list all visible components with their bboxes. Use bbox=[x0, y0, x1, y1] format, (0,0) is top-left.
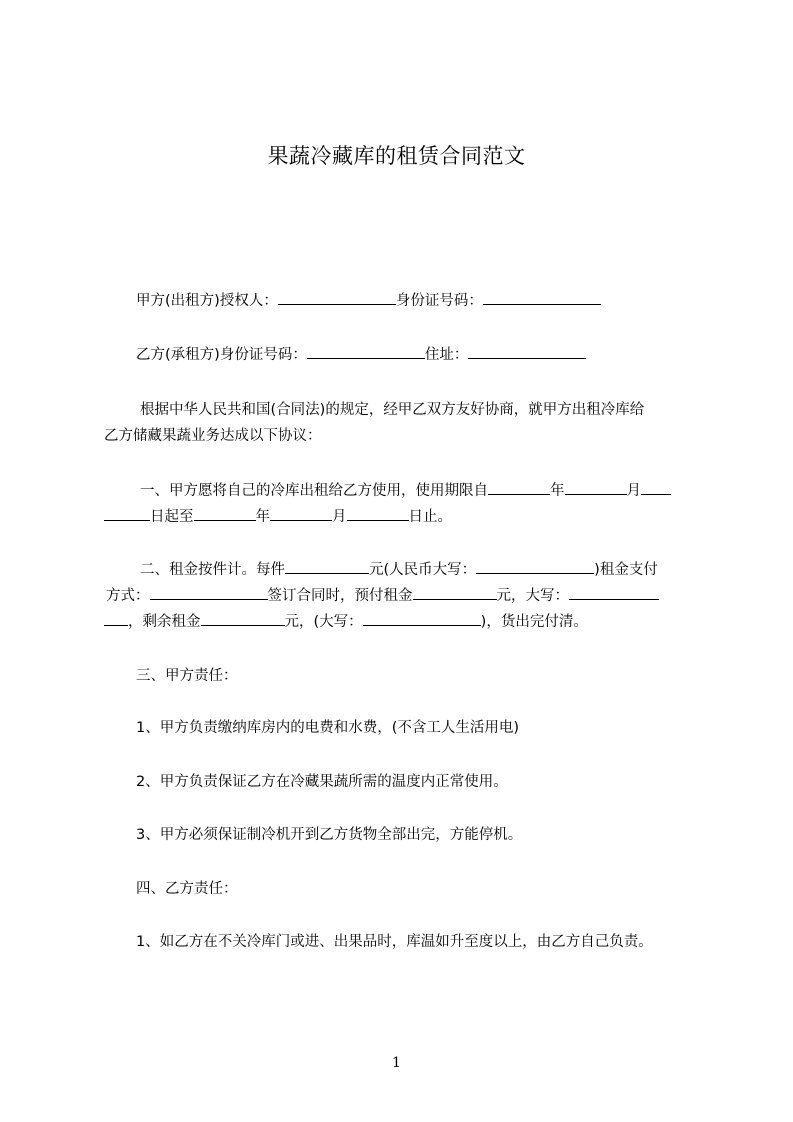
clause-2-line-2 bbox=[106, 585, 706, 606]
party-a-label: 甲方(出租方)授权人： bbox=[136, 293, 278, 309]
clause-2-line-1 bbox=[140, 559, 740, 580]
section-3-item-2: 2、甲方负责保证乙方在冷藏果蔬所需的温度内正常使用。 bbox=[136, 774, 508, 790]
prepay-amount-blank bbox=[413, 585, 497, 600]
section-3-item-3: 3、甲方必须保证制冷机开到乙方货物全部出完，方能停机。 bbox=[136, 827, 523, 843]
party-b-id-blank bbox=[307, 344, 425, 359]
payment-method-tail: )租金支付 bbox=[594, 562, 658, 578]
end-label: 日止。 bbox=[408, 509, 452, 525]
party-a-id-label: 身份证号码： bbox=[395, 293, 483, 309]
month-label: 月 bbox=[626, 483, 641, 499]
rmb-upper-blank bbox=[476, 559, 594, 574]
method-label: 方式： bbox=[106, 588, 150, 604]
start-label: 日起至 bbox=[150, 509, 194, 525]
remaining-label: ，剩余租金 bbox=[128, 614, 201, 630]
end-month-blank bbox=[270, 506, 332, 521]
section-4-heading: 四、乙方责任： bbox=[136, 881, 238, 897]
clause-1-line-1 bbox=[140, 480, 740, 501]
clause-2-line-3 bbox=[104, 611, 704, 632]
rmb-upper-label: (人民币大写： bbox=[383, 562, 477, 578]
clause-1-line-2 bbox=[104, 506, 704, 527]
remaining-amount-blank bbox=[201, 611, 285, 626]
party-b-address-label: 住址： bbox=[424, 347, 469, 363]
party-b-label: 乙方(承租方)身份证号码： bbox=[136, 347, 307, 363]
end-day-blank bbox=[347, 506, 409, 521]
page-number: 1 bbox=[392, 1055, 401, 1071]
year-label: 年 bbox=[550, 483, 565, 499]
party-a-name-blank bbox=[278, 290, 396, 305]
price-per-unit-blank bbox=[285, 559, 369, 574]
yuan-label: 元 bbox=[369, 562, 384, 578]
prepay-label: 签订合同时，预付租金 bbox=[267, 588, 413, 604]
party-a-line bbox=[136, 290, 736, 311]
method-blank bbox=[150, 585, 268, 600]
section-3-item-1: 1、甲方负责缴纳库房内的电费和水费，(不含工人生活用电) bbox=[136, 720, 520, 736]
party-a-id-blank bbox=[483, 290, 601, 305]
prepay-upper-blank-b bbox=[104, 611, 128, 626]
preamble-line-2: 乙方储藏果蔬业务达成以下协议： bbox=[104, 428, 322, 444]
preamble-line-1: 根据中华人民共和国(合同法)的规定，经甲乙双方友好协商，就甲方出租冷库给 bbox=[140, 402, 645, 418]
prepay-upper-label: 元，大写： bbox=[496, 588, 569, 604]
section-4-item-1: 1、如乙方在不关冷库门或进、出果品时，库温如升至度以上，由乙方自己负责。 bbox=[136, 934, 653, 950]
section-3-heading: 三、甲方责任： bbox=[136, 668, 238, 684]
end-year-blank bbox=[194, 506, 256, 521]
prepay-upper-blank-a bbox=[569, 585, 659, 600]
party-b-address-blank bbox=[468, 344, 586, 359]
clause-2-close: )，货出完付清。 bbox=[480, 614, 588, 630]
clause-2-prefix: 二、租金按件计。每件 bbox=[140, 562, 285, 578]
end-year-label: 年 bbox=[255, 509, 270, 525]
start-day-blank-a bbox=[641, 480, 671, 495]
document-title: 果蔬冷藏库的租赁合同范文 bbox=[267, 144, 526, 168]
remaining-upper-blank bbox=[363, 611, 481, 626]
clause-1-prefix: 一、甲方愿将自己的冷库出租给乙方使用，使用期限自 bbox=[140, 483, 488, 499]
party-b-line bbox=[136, 344, 736, 365]
start-year-blank bbox=[488, 480, 550, 495]
start-day-blank-b bbox=[104, 506, 150, 521]
end-month-label: 月 bbox=[332, 509, 347, 525]
remaining-upper-label: 元，(大写： bbox=[284, 614, 363, 630]
start-month-blank bbox=[565, 480, 627, 495]
